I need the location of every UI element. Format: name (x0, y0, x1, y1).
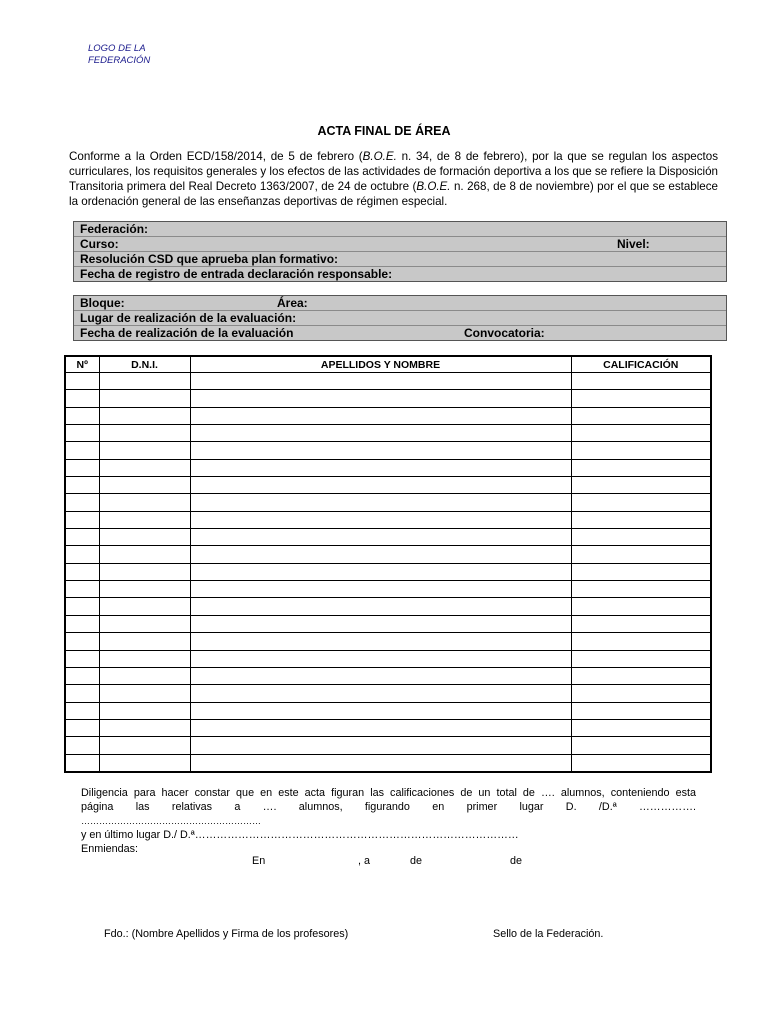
cell-numero (65, 425, 99, 442)
cell-numero (65, 754, 99, 772)
cell-numero (65, 511, 99, 528)
date-label-a: , a (358, 855, 371, 867)
row-fecha-registro (74, 267, 726, 281)
cell-numero (65, 667, 99, 684)
cell-calificacion (571, 685, 711, 702)
cell-numero (65, 650, 99, 667)
cell-numero (65, 633, 99, 650)
diligencia-line-2: página las relativas a …. alumnos, figurando en primer lugar D. /D.ª ……………. (81, 801, 696, 813)
cell-numero (65, 598, 99, 615)
row-bloque (74, 296, 726, 311)
label-convocatoria: Convocatoria: (464, 326, 545, 340)
cell-numero (65, 685, 99, 702)
cell-apellidos-nombre (190, 373, 571, 390)
cell-calificacion (571, 581, 711, 598)
cell-apellidos-nombre (190, 615, 571, 632)
cell-calificacion (571, 667, 711, 684)
table-row (65, 529, 711, 546)
evaluation-info-box (73, 295, 727, 341)
date-label-de-1: de (410, 855, 423, 867)
document-title: ACTA FINAL DE ÁREA (317, 124, 451, 138)
cell-dni (99, 563, 190, 580)
diligencia-line-4: y en último lugar D./ D.ª……………………………………………………………………………… (81, 829, 519, 841)
federation-seal-label: Sello de la Federación. (493, 928, 604, 940)
table-row (65, 650, 711, 667)
cell-calificacion (571, 407, 711, 424)
cell-apellidos-nombre (190, 598, 571, 615)
cell-calificacion (571, 615, 711, 632)
cell-apellidos-nombre (190, 633, 571, 650)
place-label-en: En (252, 855, 266, 867)
cell-numero (65, 407, 99, 424)
cell-calificacion (571, 598, 711, 615)
cell-numero (65, 615, 99, 632)
table-row (65, 459, 711, 476)
cell-apellidos-nombre (190, 719, 571, 736)
logo-line-2: FEDERACIÓN (88, 55, 151, 66)
cell-dni (99, 390, 190, 407)
cell-dni (99, 425, 190, 442)
cell-dni (99, 719, 190, 736)
cell-apellidos-nombre (190, 581, 571, 598)
cell-numero (65, 529, 99, 546)
cell-dni (99, 442, 190, 459)
cell-calificacion (571, 702, 711, 719)
table-row (65, 737, 711, 754)
cell-calificacion (571, 754, 711, 772)
cell-apellidos-nombre (190, 563, 571, 580)
row-resolucion (74, 252, 726, 267)
cell-dni (99, 633, 190, 650)
cell-dni (99, 754, 190, 772)
cell-numero (65, 373, 99, 390)
cell-dni (99, 529, 190, 546)
row-federacion (74, 222, 726, 237)
cell-apellidos-nombre (190, 685, 571, 702)
cell-numero (65, 546, 99, 563)
table-row (65, 546, 711, 563)
header-calificacion: CALIFICACIÓN (571, 356, 711, 373)
cell-numero (65, 719, 99, 736)
row-curso (74, 237, 726, 252)
cell-dni (99, 459, 190, 476)
cell-calificacion (571, 529, 711, 546)
header-apellidos-nombre: APELLIDOS Y NOMBRE (190, 356, 571, 373)
label-fecha-evaluacion: Fecha de realización de la evaluación (80, 326, 294, 340)
cell-calificacion (571, 477, 711, 494)
table-row (65, 477, 711, 494)
cell-calificacion (571, 373, 711, 390)
cell-dni (99, 477, 190, 494)
cell-calificacion (571, 425, 711, 442)
cell-apellidos-nombre (190, 754, 571, 772)
cell-dni (99, 737, 190, 754)
logo-line-1: LOGO DE LA (88, 43, 146, 54)
cell-dni (99, 667, 190, 684)
row-lugar (74, 311, 726, 326)
federation-logo-placeholder (88, 43, 150, 67)
cell-dni (99, 494, 190, 511)
table-row (65, 581, 711, 598)
intro-text-1: Conforme a la Orden ECD/158/2014, de 5 de febrero ( (69, 150, 363, 163)
cell-dni (99, 511, 190, 528)
label-fecha-registro: Fecha de registro de entrada declaración responsable: (80, 267, 393, 281)
cell-apellidos-nombre (190, 442, 571, 459)
table-row (65, 615, 711, 632)
cell-dni (99, 373, 190, 390)
cell-apellidos-nombre (190, 459, 571, 476)
cell-apellidos-nombre (190, 425, 571, 442)
cell-numero (65, 581, 99, 598)
grades-table (64, 355, 712, 773)
cell-calificacion (571, 563, 711, 580)
table-header-row (65, 356, 711, 373)
table-row (65, 425, 711, 442)
label-bloque: Bloque: (80, 296, 125, 310)
intro-text-2: n. 34, de 8 de febrero), por la que se regulan los aspectos curriculares, los requisitos generales y los efectos de las actividades de formación deportiva a los que se refiere la Disposición Transitoria primera del Real Decreto 1363/2007, de 24 de octubre ( (69, 150, 718, 193)
table-row (65, 373, 711, 390)
boe-abbrev-2: B.O.E. (416, 180, 451, 193)
table-row (65, 685, 711, 702)
cell-apellidos-nombre (190, 494, 571, 511)
intro-paragraph (69, 149, 718, 209)
cell-apellidos-nombre (190, 667, 571, 684)
cell-dni (99, 581, 190, 598)
table-row (65, 633, 711, 650)
cell-numero (65, 442, 99, 459)
cell-dni (99, 598, 190, 615)
cell-calificacion (571, 650, 711, 667)
signature-professors-label: Fdo.: (Nombre Apellidos y Firma de los profesores) (104, 928, 349, 940)
cell-calificacion (571, 633, 711, 650)
cell-calificacion (571, 546, 711, 563)
label-curso: Curso: (80, 237, 119, 251)
cell-dni (99, 650, 190, 667)
row-fecha-evaluacion (74, 326, 726, 340)
table-row (65, 598, 711, 615)
cell-apellidos-nombre (190, 546, 571, 563)
cell-calificacion (571, 459, 711, 476)
cell-numero (65, 390, 99, 407)
label-lugar: Lugar de realización de la evaluación: (80, 311, 297, 325)
table-row (65, 563, 711, 580)
cell-calificacion (571, 511, 711, 528)
federation-info-box (73, 221, 727, 282)
header-numero: Nº (65, 356, 99, 373)
label-federacion: Federación: (80, 222, 149, 236)
boe-abbrev-1: B.O.E. (362, 150, 397, 163)
cell-apellidos-nombre (190, 477, 571, 494)
cell-numero (65, 459, 99, 476)
diligencia-line-1: Diligencia para hacer constar que en este acta figuran las calificaciones de un total de …. alumnos, conteniendo esta (81, 787, 696, 799)
cell-dni (99, 546, 190, 563)
cell-dni (99, 615, 190, 632)
cell-apellidos-nombre (190, 390, 571, 407)
cell-numero (65, 494, 99, 511)
cell-calificacion (571, 442, 711, 459)
cell-dni (99, 702, 190, 719)
label-resolucion: Resolución CSD que aprueba plan formativo: (80, 252, 339, 266)
cell-apellidos-nombre (190, 737, 571, 754)
cell-dni (99, 685, 190, 702)
header-dni: D.N.I. (99, 356, 190, 373)
cell-calificacion (571, 737, 711, 754)
table-row (65, 754, 711, 772)
table-row (65, 407, 711, 424)
table-row (65, 719, 711, 736)
table-row (65, 494, 711, 511)
enmiendas-label: Enmiendas: (81, 843, 139, 855)
cell-apellidos-nombre (190, 650, 571, 667)
table-row (65, 442, 711, 459)
cell-apellidos-nombre (190, 511, 571, 528)
cell-numero (65, 563, 99, 580)
cell-numero (65, 702, 99, 719)
label-nivel: Nivel: (617, 237, 650, 251)
table-row (65, 667, 711, 684)
cell-numero (65, 737, 99, 754)
cell-apellidos-nombre (190, 702, 571, 719)
date-label-de-2: de (510, 855, 523, 867)
table-row (65, 511, 711, 528)
cell-calificacion (571, 390, 711, 407)
table-row (65, 390, 711, 407)
intro-text-3: n. 268, de 8 de noviembre) por el que se establece la ordenación general de las enseñanzas deportivas de régimen especial. (69, 180, 718, 208)
diligencia-line-3: …………………………………………………… (81, 816, 261, 826)
cell-dni (99, 407, 190, 424)
table-row (65, 702, 711, 719)
cell-numero (65, 477, 99, 494)
cell-apellidos-nombre (190, 529, 571, 546)
cell-calificacion (571, 719, 711, 736)
cell-calificacion (571, 494, 711, 511)
label-area: Área: (277, 296, 308, 310)
cell-apellidos-nombre (190, 407, 571, 424)
